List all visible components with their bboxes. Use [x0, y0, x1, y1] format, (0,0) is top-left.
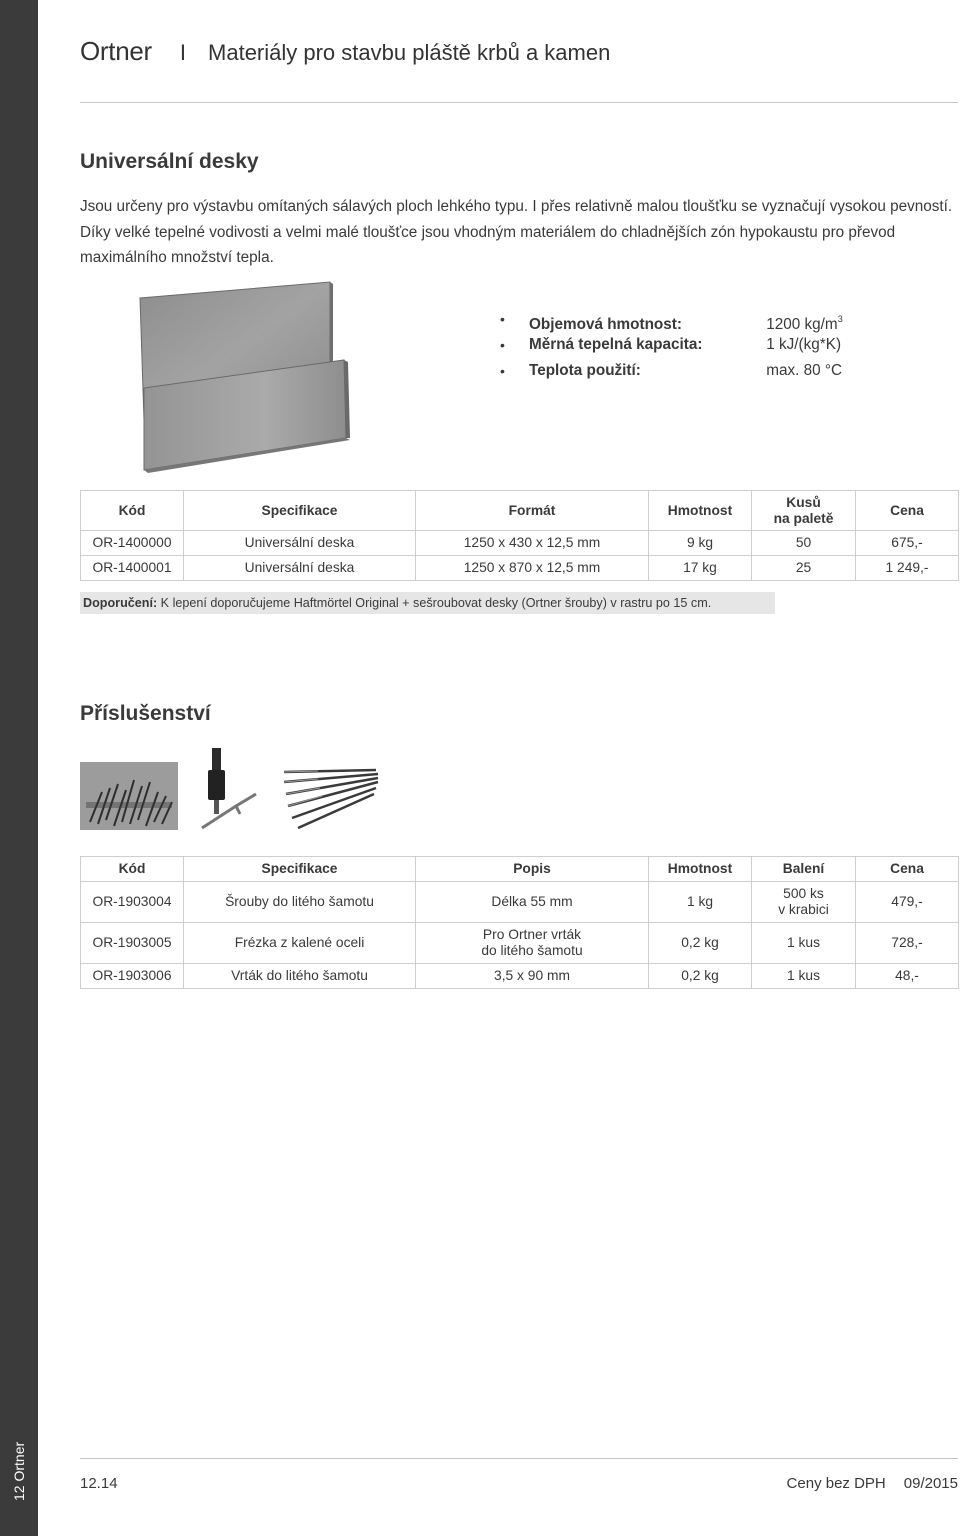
screws-image [80, 762, 178, 830]
property-value: 1200 $kg/m^3$ [766, 314, 843, 333]
property-label: Objemová hmotnost: [529, 316, 682, 333]
header-divider [80, 102, 958, 103]
properties-list [500, 306, 880, 384]
header-separator: I [179, 40, 187, 65]
col-code: Kód [81, 857, 184, 882]
property-item [500, 306, 880, 332]
cell-pieces: 25 [752, 556, 856, 581]
cell-description: Pro Ortner vrták do litého šamotu [416, 923, 649, 964]
section-title-universal-boards: Universální desky [80, 150, 259, 173]
bullet-icon: • [500, 363, 505, 379]
cell-format: 1250 x 430 x 12,5 mm [416, 531, 649, 556]
table-header-row [81, 491, 959, 531]
cell-format: 1250 x 870 x 12,5 mm [416, 556, 649, 581]
table-header-row [81, 857, 959, 882]
cell-description: 3,5 x 90 mm [416, 964, 649, 989]
table-row [81, 556, 959, 581]
recommendation-note [80, 592, 775, 614]
cell-price: 728,- [856, 923, 959, 964]
col-specification: Specifikace [184, 491, 416, 531]
table-row [81, 531, 959, 556]
cell-specification: Universální deska [184, 531, 416, 556]
boards-price-table [80, 490, 959, 581]
cell-weight: 1 kg [649, 882, 752, 923]
cell-price: 479,- [856, 882, 959, 923]
cell-weight: 9 kg [649, 531, 752, 556]
cell-specification: Universální deska [184, 556, 416, 581]
cell-price: 675,- [856, 531, 959, 556]
header-title: Materiály pro stavbu pláště krbů a kamen [208, 40, 611, 65]
cell-specification: Vrták do litého šamotu [184, 964, 416, 989]
page-number: 12.14 [80, 1475, 118, 1492]
note-text: K lepení doporučujeme Haftmörtel Original + sešroubovat desky (Ortner šrouby) v rastru po 15 cm. [157, 596, 712, 610]
col-specification: Specifikace [184, 857, 416, 882]
col-packaging: Balení [752, 857, 856, 882]
col-weight: Hmotnost [649, 491, 752, 531]
property-value: 1 kJ/(kg*K) [766, 336, 842, 353]
cell-price: 48,- [856, 964, 959, 989]
col-description: Popis [416, 857, 649, 882]
table-row [81, 923, 959, 964]
cell-description: Délka 55 mm [416, 882, 649, 923]
cell-weight: 0,2 kg [649, 964, 752, 989]
intro-paragraph: Jsou určeny pro výstavbu omítaných sálavých ploch lehkého typu. I přes relativně malou tloušťku se vyznačují vysokou pevností. Díky velké tepelné vodivosti a velmi malé tloušťce jsou vhodným materiálem do chladnějších zón hypokaustu pro převod maximálního množství tepla. [80, 198, 953, 266]
table-row [81, 882, 959, 923]
bullet-icon: • [500, 311, 505, 327]
drill-bits-image [278, 764, 382, 832]
cell-price: 1 249,- [856, 556, 959, 581]
footer-meta [787, 1475, 958, 1492]
page-header [80, 36, 960, 76]
col-pieces-per-pallet: Kusů na paletě [752, 491, 856, 531]
cell-code: OR-1400001 [81, 556, 184, 581]
cell-specification: Frézka z kalené oceli [184, 923, 416, 964]
bullet-icon: • [500, 337, 505, 353]
issue-date: 09/2015 [903, 1475, 958, 1492]
cell-code: OR-1903005 [81, 923, 184, 964]
property-item [500, 332, 880, 358]
price-note: Ceny bez DPH [786, 1475, 886, 1492]
property-item [500, 358, 880, 384]
property-label: Teplota použití: [529, 362, 641, 379]
cell-packaging: 1 kus [752, 923, 856, 964]
table-row [81, 964, 959, 989]
cell-pieces: 50 [752, 531, 856, 556]
cell-code: OR-1903004 [81, 882, 184, 923]
col-code: Kód [81, 491, 184, 531]
col-price: Cena [856, 857, 959, 882]
footer-divider [80, 1458, 958, 1459]
milling-cutter-image [196, 744, 260, 832]
cell-code: OR-1903006 [81, 964, 184, 989]
property-label: Měrná tepelná kapacita: [529, 336, 703, 353]
col-weight: Hmotnost [649, 857, 752, 882]
cell-specification: Šrouby do litého šamotu [184, 882, 416, 923]
cell-packaging: 1 kus [752, 964, 856, 989]
brand-name: Ortner [80, 36, 152, 66]
cell-weight: 0,2 kg [649, 923, 752, 964]
boards-image [130, 280, 360, 476]
property-value: max. 80 °C [766, 362, 843, 379]
cell-weight: 17 kg [649, 556, 752, 581]
side-bar [0, 0, 38, 1536]
side-page-label: 12 Ortner [11, 1441, 27, 1501]
cell-packaging: 500 ks v krabici [752, 882, 856, 923]
note-label: Doporučení: [83, 596, 158, 610]
col-price: Cena [856, 491, 959, 531]
col-format: Formát [416, 491, 649, 531]
cell-code: OR-1400000 [81, 531, 184, 556]
accessories-price-table [80, 856, 959, 989]
section-title-accessories: Příslušenství [80, 702, 211, 725]
